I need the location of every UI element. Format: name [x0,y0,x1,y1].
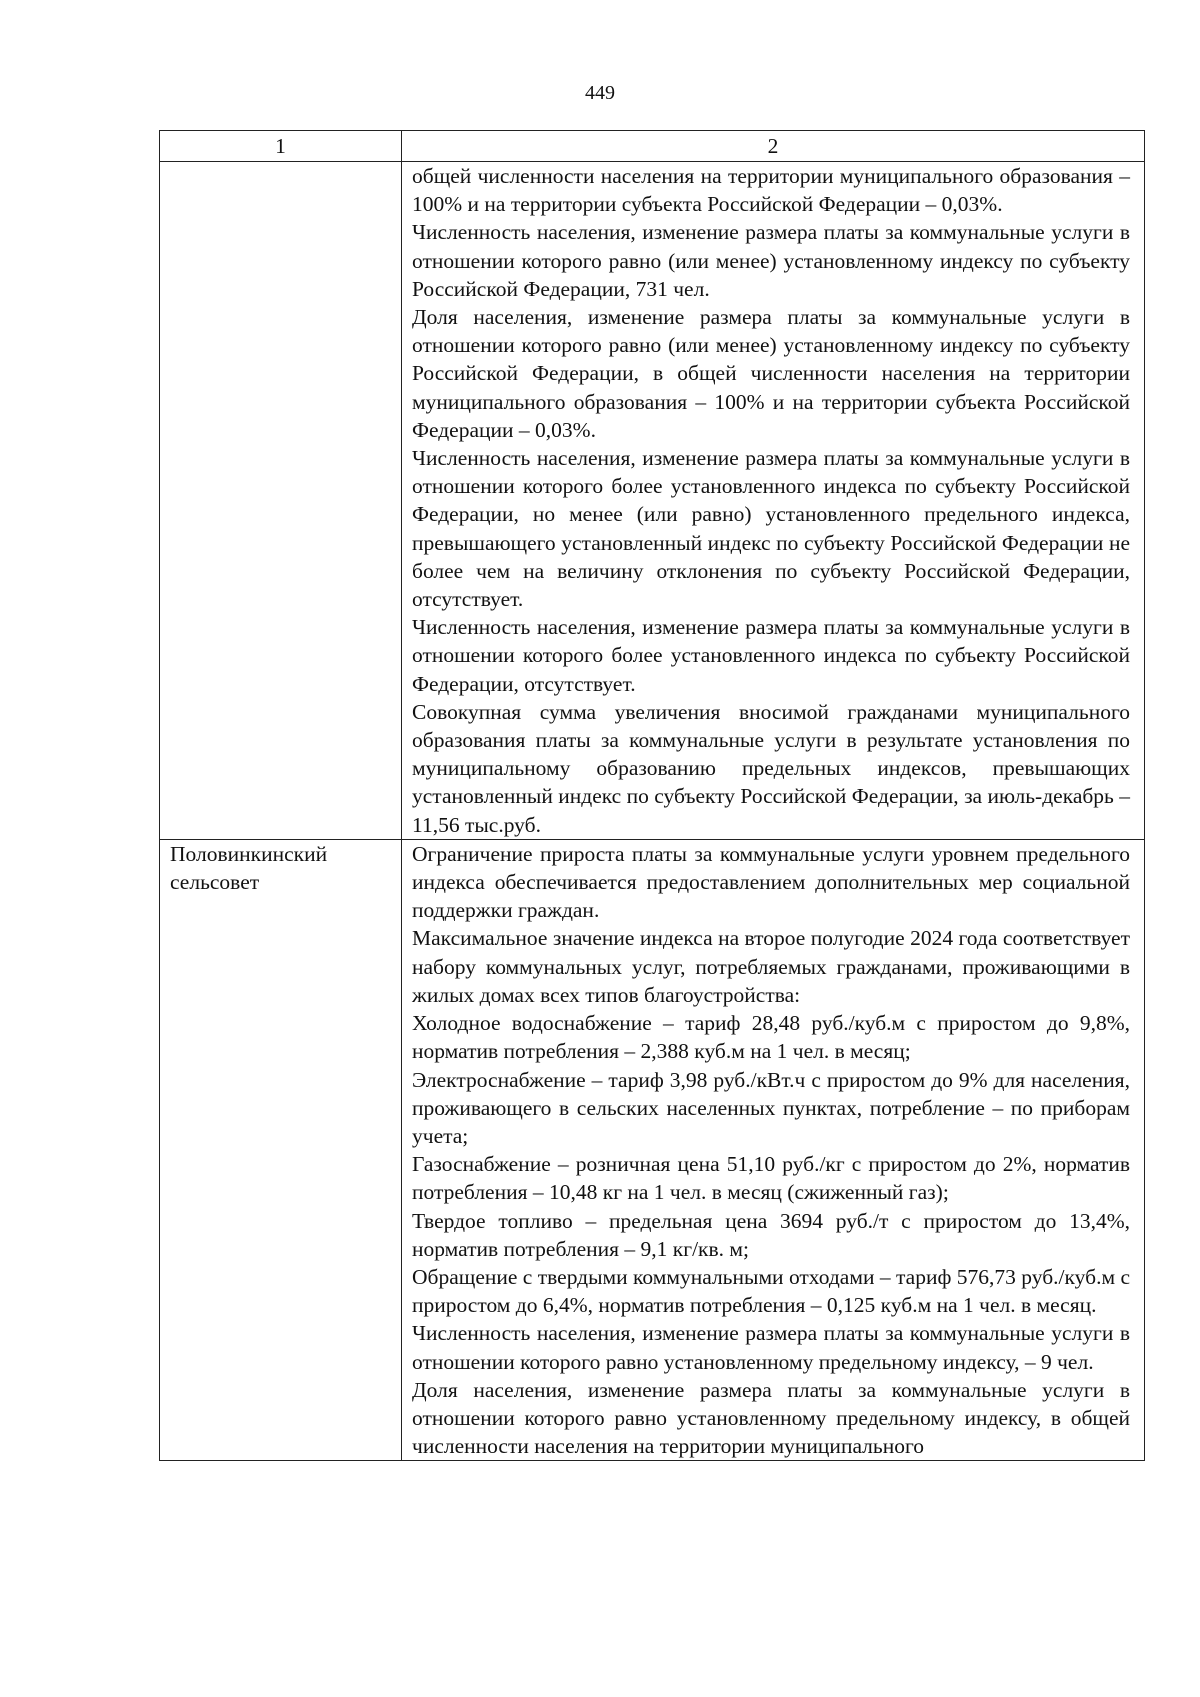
paragraph: Газоснабжение – розничная цена 51,10 руб./кг с приростом до 2%, норматив потребления – 10,48 кг на 1 чел. в месяц (сжиженный газ); [412,1152,1130,1205]
paragraph: Численность населения, изменение размера платы за коммунальные услуги в отношении которого равно (или менее) установленному индексу по субъекту Российской Федерации, 731 чел. [412,220,1130,301]
description-cell [402,162,1145,840]
paragraph: Совокупная сумма увеличения вносимой гражданами муниципального образования платы за коммунальные услуги в результате установления по муниципальному образованию предельных индексов, превышающих установленный индекс по субъекту Российской Федерации, за июль-декабрь – 11,56 тыс.руб. [412,699,1130,837]
description-cell [402,839,1145,1460]
paragraph: Максимальное значение индекса на второе полугодие 2024 года соответствует набору коммунальных услуг, потребляемых гражданами, проживающими в жилых домах всех типов благоустройства: [412,926,1130,1007]
paragraph: Холодное водоснабжение – тариф 28,48 руб./куб.м с приростом до 9,8%, норматив потребления – 2,388 куб.м на 1 чел. в месяц; [412,1011,1130,1064]
document-table [159,130,1145,1461]
paragraph: Обращение с твердыми коммунальными отходами – тариф 576,73 руб./куб.м с приростом до 6,4%, норматив потребления – 0,125 куб.м на 1 чел. в месяц. [412,1264,1130,1318]
header-col-2: 2 [402,131,1145,162]
table-row [160,839,1145,1460]
paragraph: Численность населения, изменение размера платы за коммунальные услуги в отношении которого равно установленному предельному индексу, – 9 чел. [412,1321,1130,1374]
paragraph: Ограничение прироста платы за коммунальные услуги уровнем предельного индекса обеспечивается предоставлением дополнительных мер социальной поддержки граждан. [412,841,1130,923]
municipality-name: Половинкинский сельсовет [160,839,402,1460]
paragraph: общей численности населения на территории муниципального образования – 100% и на территории субъекта Российской Федерации – 0,03%. [412,164,1130,217]
paragraph: Доля населения, изменение размера платы за коммунальные услуги в отношении которого равно (или менее) установленному индексу по субъекту Российской Федерации, в общей численности населения на территории муниципального образования – 100% и на территории субъекта Российской Федерации – 0,03%. [412,305,1130,442]
municipality-name [160,162,402,840]
paragraph: Твердое топливо – предельная цена 3694 руб./т с приростом до 13,4%, норматив потребления – 9,1 кг/кв. м; [412,1208,1130,1261]
header-col-1: 1 [160,131,402,162]
table-header-row [160,131,1145,162]
paragraph: Численность населения, изменение размера платы за коммунальные услуги в отношении которого более установленного индекса по субъекту Российской Федерации, отсутствует. [412,615,1130,696]
table-row [160,162,1145,840]
paragraph: Электроснабжение – тариф 3,98 руб./кВт.ч с приростом до 9% для населения, проживающего в сельских населенных пунктах, потребление – по приборам учета; [412,1067,1130,1148]
paragraph: Доля населения, изменение размера платы за коммунальные услуги в отношении которого равно установленному предельному индексу, в общей численности населения на территории муниципального [412,1377,1130,1459]
page-number: 449 [585,82,615,104]
paragraph: Численность населения, изменение размера платы за коммунальные услуги в отношении которого более установленного индекса по субъекту Российской Федерации, но менее (или равно) установленного предельного индекса, превышающего установленный индекс по субъекту Российской Федерации не более чем на величину отклонения по субъекту Российской Федерации, отсутствует. [412,446,1130,612]
